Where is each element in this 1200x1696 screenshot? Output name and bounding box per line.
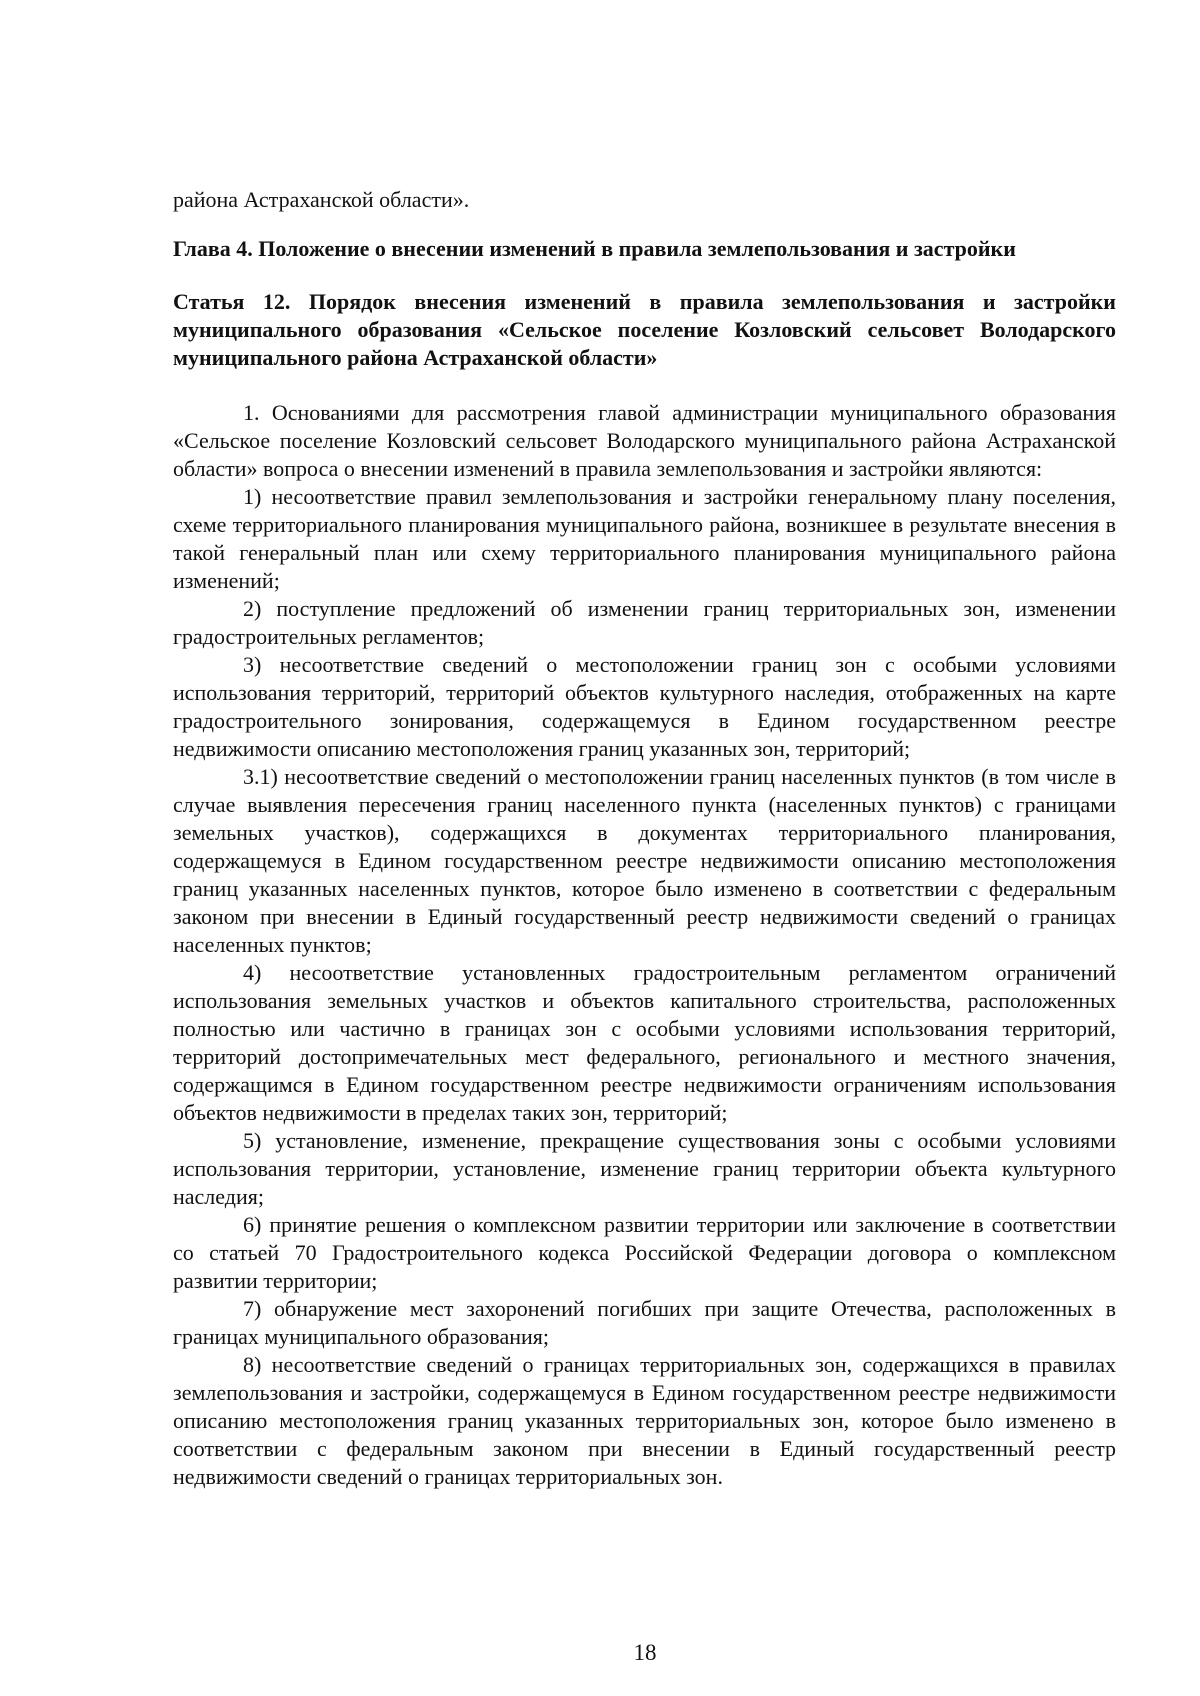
list-item-3: 3) несоответствие сведений о местоположении границ зон с особыми условиями использования территорий, территорий объектов культурного наследия, отображенных на карте градостроительного зонирования, содержащемуся в Едином государственном реестре недвижимости описанию местоположения границ указанных зон, территорий; [173, 652, 1116, 761]
article-title: Статья 12. Порядок внесения изменений в правила землепользования и застройки муниципального образования «Сельское поселение Козловский сельсовет Володарского муниципального района Астраханской области» [173, 289, 1116, 370]
list-item-6: 6) принятие решения о комплексном развитии территории или заключение в соответствии со статьей 70 Градостроительного кодекса Российской Федерации договора о комплексном развитии территории; [173, 1212, 1116, 1293]
list-item-1: 1) несоответствие правил землепользования и застройки генеральному плану поселения, схеме территориального планирования муниципального района, возникшее в результате внесения в такой генеральный план или схему территориального планирования муниципального района изменений; [173, 484, 1116, 593]
list-item-8: 8) несоответствие сведений о границах территориальных зон, содержащихся в правилах землепользования и застройки, содержащемуся в Едином государственном реестре недвижимости описанию местоположения границ указанных территориальных зон, которое было изменено в соответствии с федеральным законом при внесении в Единый государственный реестр недвижимости сведений о границах территориальных зон. [173, 1352, 1116, 1489]
list-item-2: 2) поступление предложений об изменении границ территориальных зон, изменении градостроительных регламентов; [173, 596, 1116, 649]
page-number: 18 [633, 1640, 657, 1665]
lead-text: района Астраханской области». [173, 187, 470, 212]
list-item-7: 7) обнаружение мест захоронений погибших при защите Отечества, расположенных в границах муниципального образования; [173, 1296, 1116, 1349]
document-page [173, 186, 1116, 1491]
list-item-5: 5) установление, изменение, прекращение существования зоны с особыми условиями использования территории, установление, изменение границ территории объекта культурного наследия; [173, 1128, 1116, 1209]
chapter-title: Глава 4. Положение о внесении изменений в правила землепользования и застройки [173, 236, 1016, 261]
list-item-3-1: 3.1) несоответствие сведений о местоположении границ населенных пунктов (в том числе в случае выявления пересечения границ населенного пункта (населенных пунктов) с границами земельных участков), содержащихся в документах территориального планирования, содержащемуся в Едином государственном реестре недвижимости описанию местоположения границ указанных населенных пунктов, которое было изменено в соответствии с федеральным законом при внесении в Единый государственный реестр недвижимости сведений о границах населенных пунктов; [173, 764, 1116, 957]
list-item-4: 4) несоответствие установленных градостроительным регламентом ограничений использования земельных участков и объектов капитального строительства, расположенных полностью или частично в границах зон с особыми условиями использования территорий, территорий достопримечательных мест федерального, регионального и местного значения, содержащимся в Едином государственном реестре недвижимости ограничениям использования объектов недвижимости в пределах таких зон, территорий; [173, 960, 1116, 1125]
paragraph-1: 1. Основаниями для рассмотрения главой администрации муниципального образования «Сельское поселение Козловский сельсовет Володарского муниципального района Астраханской области» вопроса о внесении изменений в правила землепользования и застройки являются: [173, 400, 1116, 481]
